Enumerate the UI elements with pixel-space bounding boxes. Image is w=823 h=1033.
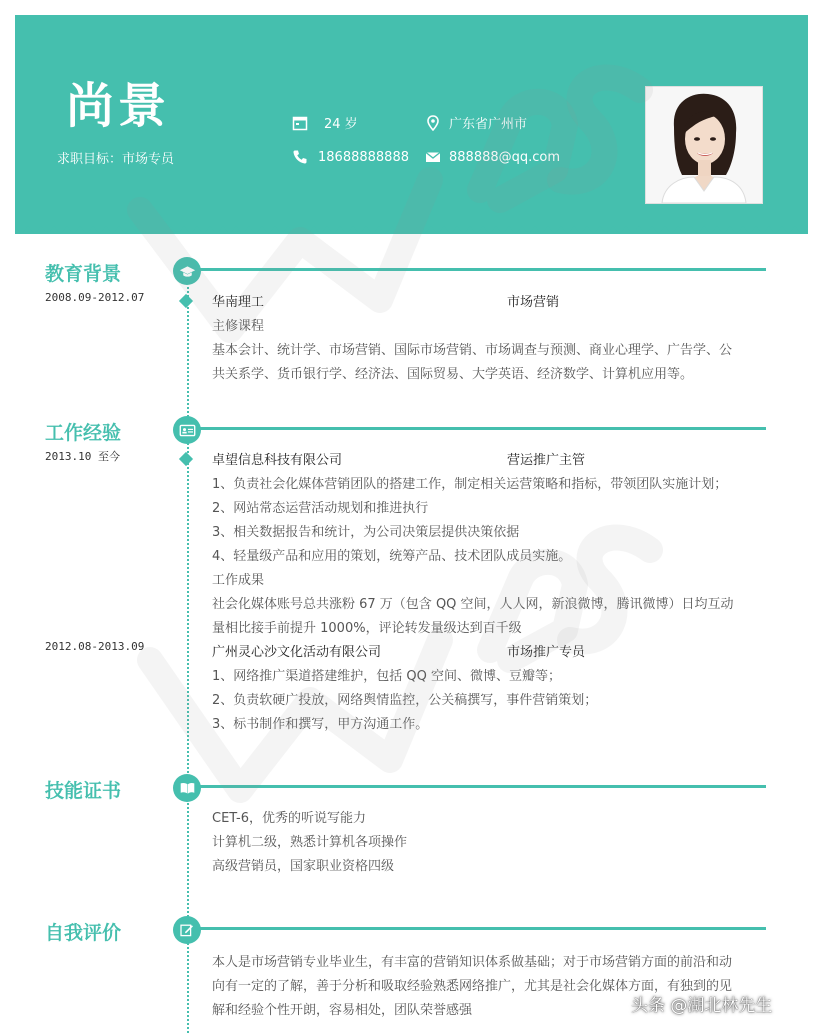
phone-icon <box>292 149 308 165</box>
job1-company: 卓望信息科技有限公司 <box>212 453 343 468</box>
header-zigzag-edge <box>15 226 808 240</box>
courses-line: 共关系学、货币银行学、经济法、国际贸易、大学英语、经济数学、计算机应用等。 <box>212 367 694 382</box>
location-text: 广东省广州市 <box>449 117 528 132</box>
section-title-education: 教育背景 <box>45 263 122 285</box>
job1-duty: 2、网站常态运营活动规划和推进执行 <box>212 501 429 516</box>
course-label: 主修课程 <box>212 319 265 334</box>
job2-position: 市场推广专员 <box>507 645 586 660</box>
source-watermark: 头条 @湖北林先生 <box>631 996 773 1016</box>
edit-icon <box>173 916 201 944</box>
courses-line: 基本会计、统计学、市场营销、国际市场营销、市场调查与预测、商业心理学、广告学、公 <box>212 343 733 358</box>
skill-item: 计算机二级，熟悉计算机各项操作 <box>212 835 408 850</box>
section-divider <box>196 927 766 930</box>
book-icon <box>173 774 201 802</box>
self-eval-line: 解和经验个性开朗，容易相处，团队荣誉感强 <box>212 1003 473 1018</box>
section-divider <box>196 268 766 271</box>
id-card-icon <box>173 416 201 444</box>
section-title-self: 自我评价 <box>45 922 122 944</box>
job-objective: 求职目标：市场专员 <box>57 152 175 167</box>
job1-duty: 4、轻量级产品和应用的策划，统筹产品、技术团队成员实施。 <box>212 549 572 564</box>
job2-duty: 2、负责软硬广投放，网络舆情监控，公关稿撰写，事件营销策划； <box>212 693 598 708</box>
location-info <box>425 113 527 132</box>
location-pin-icon <box>425 115 441 131</box>
age-text: 24 岁 <box>324 117 358 132</box>
age-info <box>292 113 358 132</box>
section-divider <box>196 785 766 788</box>
job1-result: 量相比接手前提升 1000%，评论转发量级达到百千级 <box>212 621 522 636</box>
email-info <box>425 149 560 165</box>
job1-position: 营运推广主管 <box>507 453 586 468</box>
phone-text: 18688888888 <box>318 149 409 165</box>
job1-result: 社会化媒体账号总共涨粉 67 万（包含 QQ 空间，人人网，新浪微博，腾讯微博）日均互动 <box>212 597 734 612</box>
job2-date: 2012.08-2013.09 <box>45 640 145 653</box>
graduation-cap-icon <box>173 257 201 285</box>
self-eval-line: 本人是市场营销专业毕业生，有丰富的营销知识体系做基础；对于市场营销方面的前沿和动 <box>212 955 733 970</box>
education-date: 2008.09-2012.07 <box>45 291 145 304</box>
skill-item: CET-6，优秀的听说写能力 <box>212 811 367 826</box>
calendar-icon <box>292 115 308 131</box>
skill-item: 高级营销员，国家职业资格四级 <box>212 859 395 874</box>
section-title-skills: 技能证书 <box>45 780 122 802</box>
section-divider <box>196 427 766 430</box>
job1-date: 2013.10 至今 <box>45 450 120 463</box>
envelope-icon <box>425 149 441 165</box>
section-title-work: 工作经验 <box>45 422 122 444</box>
education-major: 市场营销 <box>507 295 560 310</box>
job2-company: 广州灵心沙文化活动有限公司 <box>212 645 382 660</box>
job2-duty: 3、标书制作和撰写，甲方沟通工作。 <box>212 717 429 732</box>
timeline-marker <box>179 452 193 466</box>
timeline-marker <box>179 294 193 308</box>
candidate-name: 尚景 <box>66 78 171 134</box>
job1-result-label: 工作成果 <box>212 573 265 588</box>
email-text: 888888@qq.com <box>449 149 561 165</box>
self-eval-line: 向有一定的了解，善于分析和吸取经验熟悉网络推广，尤其是社会化媒体方面，有独到的见 <box>212 979 733 994</box>
job1-duty: 1、负责社会化媒体营销团队的搭建工作，制定相关运营策略和指标，带领团队实施计划； <box>212 477 728 492</box>
phone-info <box>292 149 409 165</box>
job1-duty: 3、相关数据报告和统计，为公司决策层提供决策依据 <box>212 525 520 540</box>
education-school: 华南理工 <box>212 295 265 310</box>
profile-photo <box>645 86 763 204</box>
job2-duty: 1、网络推广渠道搭建维护，包括 QQ 空间、微博、豆瓣等； <box>212 669 562 684</box>
